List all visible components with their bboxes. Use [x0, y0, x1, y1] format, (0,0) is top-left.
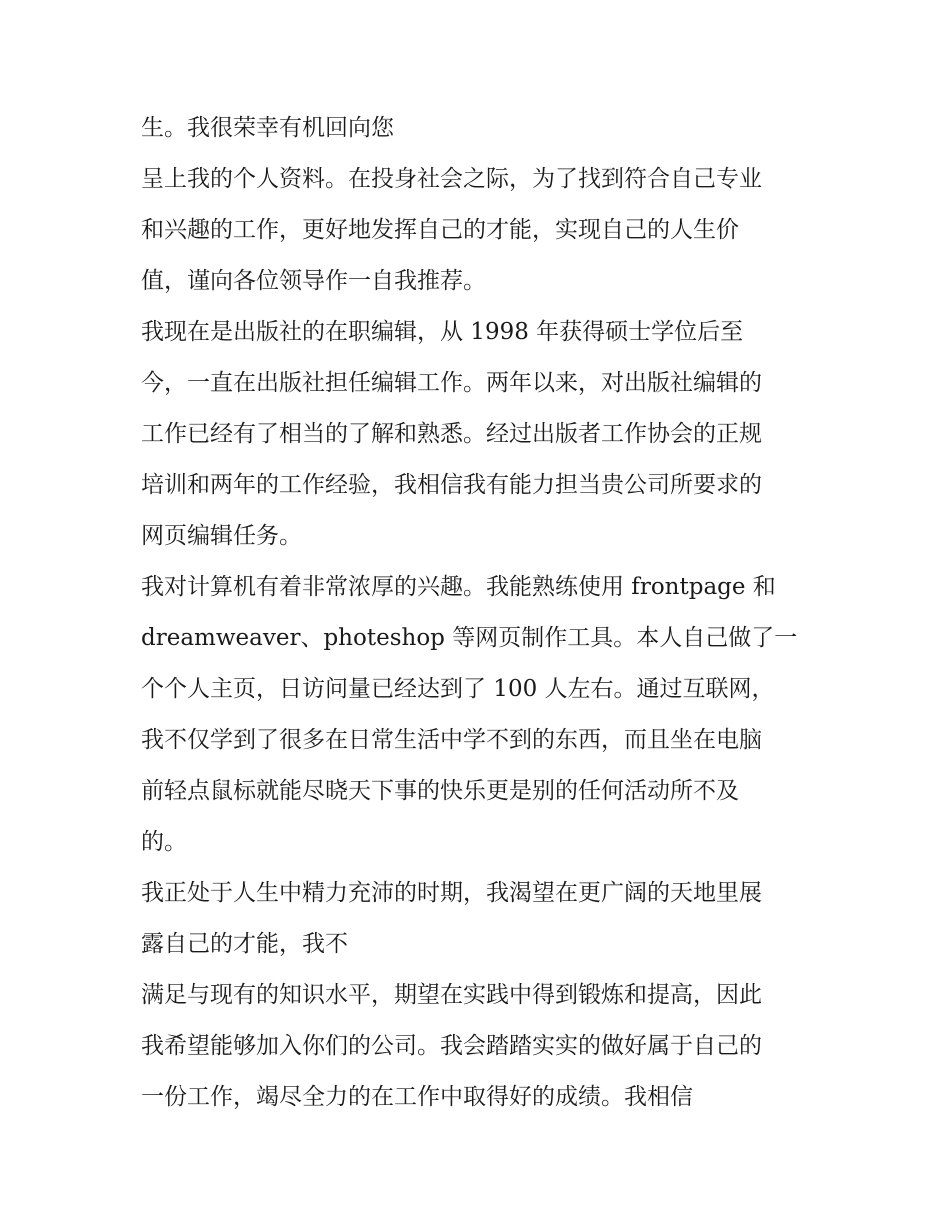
text-line: 培训和两年的工作经验，我相信我有能力担当贵公司所要求的	[141, 472, 762, 498]
cover-letter-body	[141, 103, 821, 1123]
text-line: 网页编辑任务。	[141, 523, 302, 549]
text-line: 和兴趣的工作，更好地发挥自己的才能，实现自己的人生价	[141, 217, 739, 243]
text-line: 今，一直在出版社担任编辑工作。两年以来，对出版社编辑的	[141, 370, 762, 396]
text-line: 的。	[141, 829, 187, 855]
text-line: 一份工作，竭尽全力的在工作中取得好的成绩。我相信	[141, 1084, 693, 1110]
text-line: 个个人主页，日访问量已经达到了 100 人左右。通过互联网，	[141, 676, 775, 702]
text-line: 我现在是出版社的在职编辑，从 1998 年获得硕士学位后至	[141, 319, 744, 345]
text-line: 我正处于人生中精力充沛的时期，我渴望在更广阔的天地里展	[141, 880, 762, 906]
text-line: 呈上我的个人资料。在投身社会之际，为了找到符合自己专业	[141, 166, 762, 192]
text-line: 我希望能够加入你们的公司。我会踏踏实实的做好属于自己的	[141, 1033, 762, 1059]
text-line: 前轻点鼠标就能尽晓天下事的快乐更是别的任何活动所不及	[141, 778, 739, 804]
text-line: 工作已经有了相当的了解和熟悉。经过出版者工作协会的正规	[141, 421, 762, 447]
text-line: 满足与现有的知识水平，期望在实践中得到锻炼和提高，因此	[141, 982, 762, 1008]
text-line: dreamweaver、photeshop 等网页制作工具。本人自己做了一	[141, 625, 798, 651]
text-line: 我对计算机有着非常浓厚的兴趣。我能熟练使用 frontpage 和	[141, 574, 776, 600]
text-line: 露自己的才能，我不	[141, 931, 348, 957]
text-line: 生。我很荣幸有机回向您	[141, 115, 394, 141]
text-line: 我不仅学到了很多在日常生活中学不到的东西，而且坐在电脑	[141, 727, 762, 753]
text-line: 值，谨向各位领导作一自我推荐。	[141, 268, 486, 294]
